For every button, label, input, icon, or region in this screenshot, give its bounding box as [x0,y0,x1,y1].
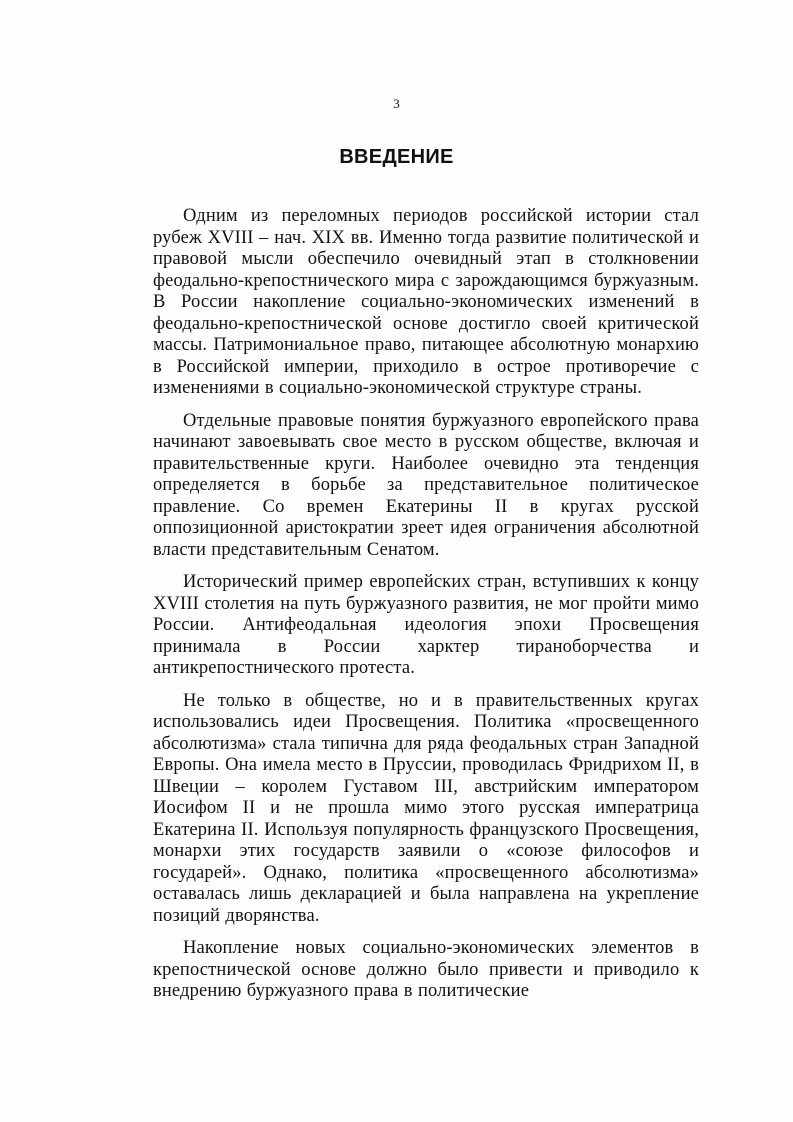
paragraph: Одним из переломных периодов российской истории стал рубеж XVIII – нач. XIX вв. Именно тогда развитие политической и правовой мысли обеспечило очевидный этап в столкновении феодально-крепостнического мира с зарождающимся буржуазным. В России накопление социально-экономических изменений в феодально-крепостнической основе достигло своей критической массы. Патримониальное право, питающее абсолютную монархию в Российской империи, приходило в острое противоречие с изменениями в социально-экономической структуре страны. [153,206,699,398]
paragraph: Отдельные правовые понятия буржуазного европейского права начинают завоевывать свое место в русском обществе, включая и правительственные круги. Наиболее очевидно эта тенденция определяется в борьбе за представительное политическое правление. Со времен Екатерины II в кругах русской оппозиционной аристократии зреет идея ограничения абсолютной власти представительным Сенатом. [153,410,699,560]
page-number: 3 [393,96,400,111]
paragraph: Исторический пример европейских стран, вступивших к концу XVIII столетия на путь буржуазного развития, не мог пройти мимо России. Антифеодальная идеология эпохи Просвещения принимала в России харктер тираноборчества и антикрепостнического протеста. [153,572,699,678]
body-text [153,206,699,1014]
paragraph: Накопление новых социально-экономических элементов в крепостнической основе должно было привести и приводило к внедрению буржуазного права в политические [153,938,699,1001]
paragraph: Не только в обществе, но и в правительственных кругах использовались идеи Просвещения. Политика «просвещенного абсолютизма» стала типична для ряда феодальных стран Западной Европы. Она имела место в Пруссии, проводилась Фридрихом II, в Швеции – королем Густавом III, австрийским императором Иосифом II и не прошла мимо этого русская императрица Екатерина II. Используя популярность французского Просвещения, монархи этих государств заявили о «союзе философов и государей». Однако, политика «просвещенного абсолютизма» оставалась лишь декларацией и была направлена на укрепление позиций дворянства. [153,690,699,926]
page-title: ВВЕДЕНИЕ [339,146,454,168]
